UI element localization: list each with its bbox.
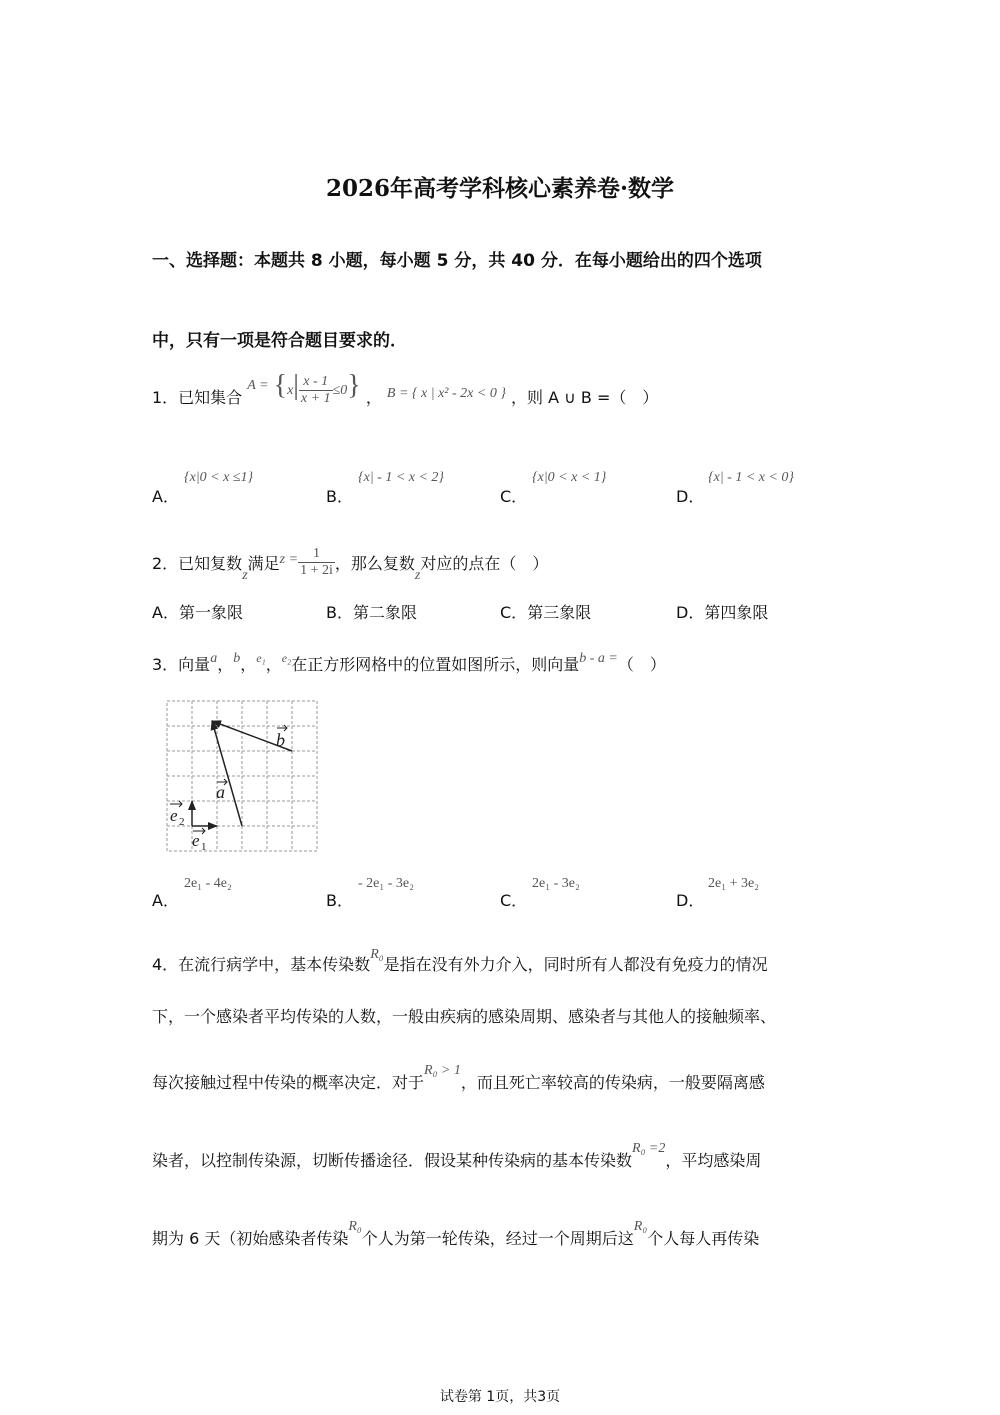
q2-option-a-label: A．: [152, 603, 179, 622]
label-b: b: [276, 730, 285, 750]
q4-line5-text-a: 期为 6 天（初始感染者传染: [152, 1229, 349, 1248]
q3-option-a-label: A．: [152, 891, 179, 910]
q2-eq-lhs: z =: [279, 552, 299, 567]
q2-satisfy: 满足: [247, 554, 280, 573]
q3-expr: b - a =: [579, 651, 618, 666]
q3-option-c-math: 2e₁ - 3e₂: [532, 876, 580, 891]
page-footer: 试卷第 1页，共3页: [439, 1389, 561, 1405]
q4-line4-text-b: ，平均感染周: [665, 1151, 762, 1170]
label-a: a: [216, 782, 225, 802]
q2-option-b-text: 第二象限: [352, 603, 417, 622]
vector-grid-figure: [166, 700, 318, 852]
q4-line5-text-c: 个人每人再传染: [647, 1229, 760, 1248]
q2-option-c-text: 第三象限: [527, 603, 592, 622]
q1-comma: ，: [365, 388, 382, 408]
question-1: [152, 370, 659, 417]
q2-option-a-text: 第一象限: [178, 603, 243, 622]
label-e1: e: [192, 831, 200, 850]
section-heading-line1: 一、选择题：本题共 8 小题，每小题 5 分，共 40 分．在每小题给出的四个选项: [152, 251, 762, 271]
q3-b: b: [233, 651, 241, 666]
q2-option-b: [326, 600, 417, 623]
q2-denominator: 1 + 2i: [300, 563, 333, 578]
q1-setA-numerator: x - 1: [299, 374, 333, 391]
label-e2-sub: 2: [179, 816, 185, 828]
q2-suffix: 对应的点在（ ）: [420, 554, 549, 573]
q3-sep-1: ，: [217, 655, 234, 674]
q1-option-b-label: B．: [326, 487, 353, 506]
q4-line-5: [152, 1219, 760, 1249]
q1-stem-suffix: ，则 A ∪ B =（ ）: [511, 388, 659, 408]
q3-option-d-math: 2e₁ + 3e₂: [708, 876, 760, 891]
q1-option-b-math: {x| - 1 < x < 2}: [358, 470, 445, 485]
q4-line3-math: R₀ > 1: [424, 1063, 461, 1078]
q4-line-2: 下，一个感染者平均传染的人数，一般由疾病的感染周期、感染者与其他人的接触频率、: [152, 1007, 777, 1026]
q1-setA-lhs: A =: [247, 378, 269, 394]
section-heading-line2: 中，只有一项是符合题目要求的．: [152, 331, 407, 351]
q2-z-2: z: [414, 568, 421, 583]
q3-stem-prefix: 3．向量: [152, 655, 211, 674]
q3-a: a: [210, 651, 218, 666]
q4-line4-math: R₀ =2: [632, 1141, 666, 1156]
q4-line5-math-2: R₀: [633, 1219, 648, 1234]
q4-line4-text-a: 染者，以控制传染源，切断传播途径．假设某种传染病的基本传染数: [152, 1151, 633, 1170]
q3-option-c-label: C．: [500, 891, 528, 910]
q1-setA-denominator: x + 1: [300, 391, 331, 407]
q3-sep-2: ，: [240, 655, 257, 674]
q2-numerator: 1: [298, 546, 335, 563]
q3-e1: e₁: [256, 651, 266, 665]
q3-option-a-math: 2e₁ - 4e₂: [184, 876, 232, 891]
q1-setB: B = { x | x² - 2x < 0 }: [386, 386, 506, 402]
q1-stem-prefix: 1．已知集合: [152, 388, 243, 408]
question-3: [152, 652, 666, 675]
q3-sep-3: ，: [265, 655, 282, 674]
q3-e2: e₂: [281, 651, 292, 665]
q4-line1-text-b: 是指在没有外力介入，同时所有人都没有免疫力的情况: [383, 955, 768, 974]
q3-mid: 在正方形网格中的位置如图所示，则向量: [291, 655, 580, 674]
grid-lines: [167, 701, 317, 851]
q3-option-b-math: - 2e₁ - 3e₂: [358, 876, 415, 891]
q2-option-d-label: D．: [676, 603, 705, 622]
q2-option-c: [500, 600, 591, 623]
q4-line5-text-b: 个人为第一轮传染，经过一个周期后这: [361, 1229, 634, 1248]
page-title: 2026年高考学科核心素养卷·数学: [325, 175, 675, 202]
q2-option-d: [676, 600, 768, 623]
q4-line-3: [152, 1063, 765, 1093]
label-e1-sub: 1: [201, 841, 207, 852]
q1-setA-x: x: [287, 383, 294, 398]
q2-option-a: [152, 600, 243, 623]
question-2: [152, 548, 548, 581]
q4-line3-text-a: 每次接触过程中传染的概率决定．对于: [152, 1073, 425, 1092]
q1-option-d-label: D．: [676, 487, 705, 506]
q2-option-b-label: B．: [326, 603, 353, 622]
q4-line-1: [152, 947, 768, 975]
q1-setA: {x| $\frac{x - 1}{x + 1}$ ≤0}: [273, 370, 361, 407]
q2-z: z: [242, 568, 248, 583]
q1-option-d-math: {x| - 1 < x < 0}: [708, 470, 795, 485]
q4-line1-text-a: 4．在流行病学中，基本传染数: [152, 955, 371, 974]
q2-mid: ，那么复数: [334, 554, 415, 573]
q2-stem-prefix: 2．已知复数: [152, 554, 243, 573]
q4-line1-math: R₀: [370, 947, 384, 962]
q4-line-4: [152, 1141, 762, 1171]
q1-option-a-label: A．: [152, 487, 179, 506]
label-e2: e: [170, 806, 178, 825]
q1-option-c-label: C．: [500, 487, 528, 506]
q2-option-c-label: C．: [500, 603, 528, 622]
q1-setA-relation: ≤0: [332, 383, 348, 398]
q1-option-c-math: {x|0 < x < 1}: [532, 470, 607, 485]
q3-suffix: （ ）: [617, 655, 666, 674]
q2-option-d-text: 第四象限: [704, 603, 769, 622]
q3-option-b-label: B．: [326, 891, 353, 910]
q3-option-d-label: D．: [676, 891, 705, 910]
q4-line3-text-b: ，而且死亡率较高的传染病，一般要隔离感: [460, 1073, 765, 1092]
q1-option-a-math: {x|0 < x ≤1}: [184, 470, 254, 485]
q4-line5-math-1: R₀: [348, 1219, 362, 1234]
